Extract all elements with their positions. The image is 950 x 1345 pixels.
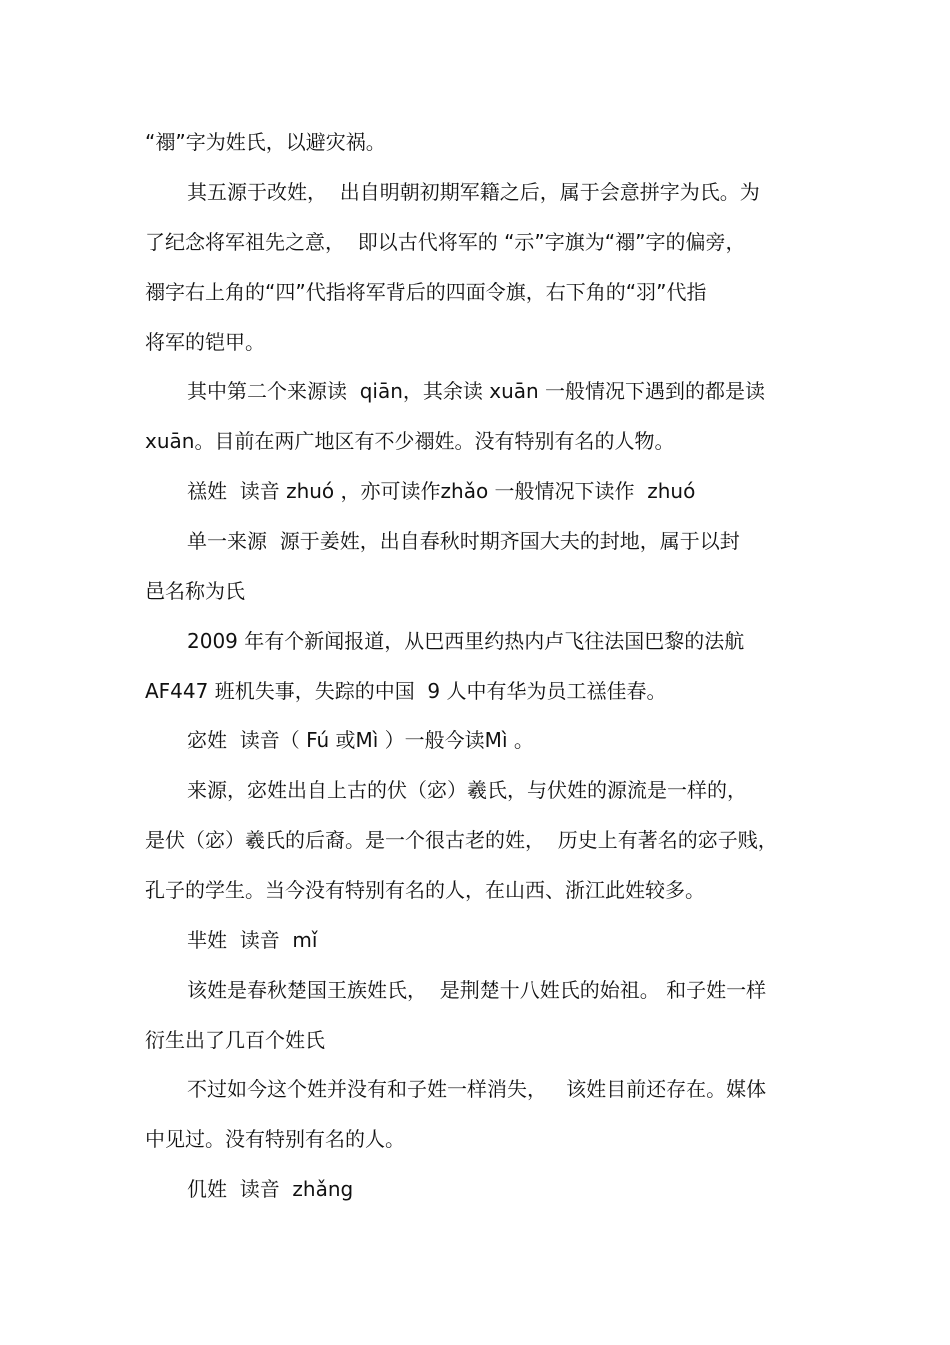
text-line: 邑名称为氏: [145, 579, 245, 603]
paragraph-line: 不过如今这个姓并没有和子姓一样消失， 该姓目前还存在。媒体: [187, 1077, 767, 1101]
paragraph-line: 2009 年有个新闻报道，从巴西里约热内卢飞往法国巴黎的法航: [187, 629, 745, 653]
text-line: 衍生出了几百个姓氏: [145, 1028, 325, 1052]
text-line: “禤”字为姓氏，以避灾祸。: [145, 130, 386, 154]
paragraph-line: 来源，宓姓出自上古的伏（宓）羲氏，与伏姓的源流是一样的，: [187, 778, 747, 802]
paragraph-line: 仉姓 读音 zhǎng: [187, 1177, 354, 1201]
paragraph-line: 宓姓 读音（ Fú 或Mì ）一般今读Mì 。: [187, 728, 534, 752]
text-line: 是伏（宓）羲氏的后裔。是一个很古老的姓， 历史上有著名的宓子贱，: [145, 828, 778, 852]
text-line: xuān。目前在两广地区有不少禤姓。没有特别有名的人物。: [145, 429, 675, 453]
text-line: 孔子的学生。当今没有特别有名的人，在山西、浙江此姓较多。: [145, 878, 705, 902]
paragraph-line: 其五源于改姓， 出自明朝初期军籍之后，属于会意拼字为氏。为: [187, 180, 760, 204]
text-line: 禤字右上角的“四”代指将军背后的四面令旗，右下角的“羽”代指: [145, 280, 707, 304]
paragraph-line: 该姓是春秋楚国王族姓氏， 是荆楚十八姓氏的始祖。 和子姓一样: [187, 978, 767, 1002]
text-line: 中见过。没有特别有名的人。: [145, 1127, 405, 1151]
text-line: 将军的铠甲。: [145, 330, 265, 354]
paragraph-line: 芈姓 读音 mǐ: [187, 928, 318, 952]
paragraph-line: 禚姓 读音 zhuó ，亦可读作zhǎo 一般情况下读作 zhuó: [187, 479, 696, 503]
text-line: 了纪念将军祖先之意， 即以古代将军的 “示”字旗为“禤”字的偏旁，: [145, 230, 746, 254]
paragraph-line: 单一来源 源于姜姓，出自春秋时期齐国大夫的封地，属于以封: [187, 529, 740, 553]
text-line: AF447 班机失事，失踪的中国 9 人中有华为员工禚佳春。: [145, 679, 667, 703]
paragraph-line: 其中第二个来源读 qiān，其余读 xuān 一般情况下遇到的都是读: [187, 379, 766, 403]
